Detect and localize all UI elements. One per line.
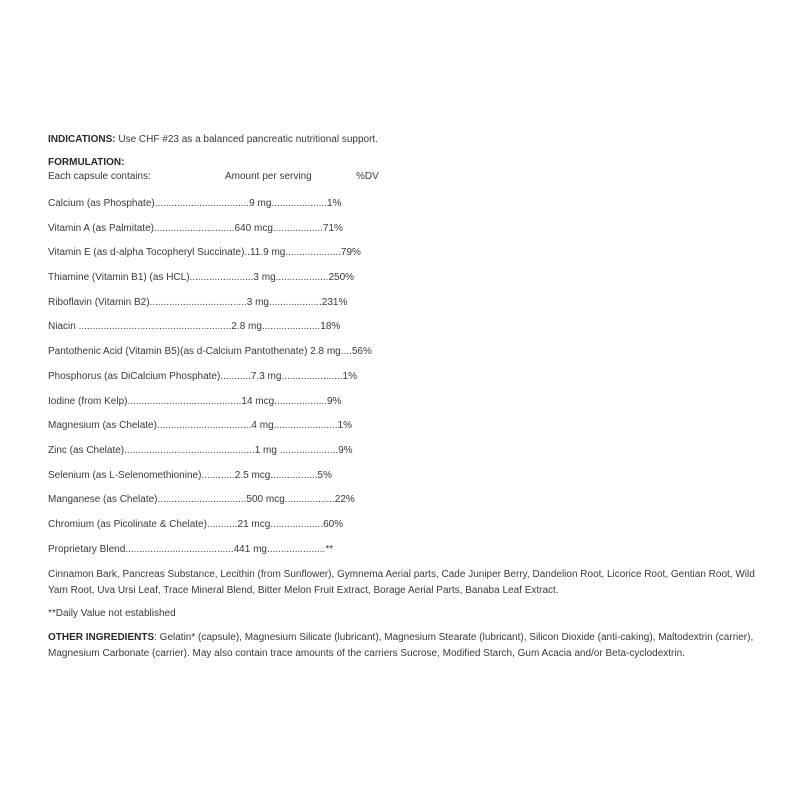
- nutrient-zinc: Zinc (as Chelate)...............................................1 mg .....................9%: [48, 444, 353, 456]
- header-dv: %DV: [356, 171, 379, 182]
- formulation-header: [48, 170, 758, 184]
- other-ingredients-label: OTHER INGREDIENTS: [48, 632, 155, 644]
- nutrient-niacin: Niacin .......................................................2.8 mg.....................18%: [48, 321, 341, 333]
- nutrient-list: [48, 197, 758, 557]
- header-amount-per-serving: Amount per serving: [225, 171, 312, 182]
- blend-description: Cinnamon Bark, Pancreas Substance, Lecithin (from Sunflower), Gymnema Aerial parts, Cade Juniper Berry, Dandelion Root, Licorice Root, Gentian Root, Wild Yam Root, Uva Ursi Leaf, Trace Mineral Blend, Bitter Melon Fruit Extract, Borage Aerial Parts, Banaba Leaf Extract.: [48, 569, 755, 596]
- header-each-capsule: Each capsule contains:: [48, 171, 151, 182]
- nutrient-magnesium: Magnesium (as Chelate)..................................4 mg.......................1%: [48, 420, 352, 432]
- nutrient-manganese: Manganese (as Chelate)................................500 mcg..................22%: [48, 494, 355, 506]
- nutrient-selenium: Selenium (as L-Selenomethionine)............2.5 mcg.................5%: [48, 469, 333, 481]
- nutrient-phosphorus: Phosphorus (as DiCalcium Phosphate)...........7.3 mg......................1%: [48, 370, 358, 382]
- indications-text: Use CHF #23 as a balanced pancreatic nutritional support.: [115, 134, 378, 145]
- nutrient-riboflavin: Riboflavin (Vitamin B2)...................................3 mg...................231%: [48, 296, 348, 308]
- other-ingredients-text: : Gelatin* (capsule), Magnesium Silicate (lubricant), Magnesium Stearate (lubricant), Silicon Dioxide (anti-caking), Maltodextrin (carrier), Magnesium Carbonate (carrier). May also contain trace amounts of the carriers Sucrose, Modified Starch, Gum Acacia and/or Beta-cyclodextrin.: [48, 632, 754, 659]
- indications-line: [48, 133, 758, 147]
- nutrient-thiamine: Thiamine (Vitamin B1) (as HCL).......................3 mg...................250%: [48, 272, 355, 284]
- daily-value-note: **Daily Value not established: [48, 608, 176, 620]
- nutrient-vitamin-e: Vitamin E (as d-alpha Tocopheryl Succinate)..11.9 mg....................79%: [48, 247, 361, 259]
- nutrient-calcium: Calcium (as Phosphate)..................................9 mg....................1%: [48, 198, 342, 209]
- nutrient-vitamin-a: Vitamin A (as Palmitate).............................640 mcg..................71%: [48, 222, 343, 234]
- nutrient-chromium: Chromium (as Picolinate & Chelate)...........21 mcg...................60%: [48, 518, 344, 530]
- other-ingredients: [48, 630, 758, 661]
- nutrient-iodine: Iodine (from Kelp).........................................14 mcg...................9%: [48, 395, 342, 407]
- formulation-title: FORMULATION:: [48, 157, 125, 168]
- supplement-facts-document: [48, 133, 758, 661]
- nutrient-pantothenic-acid: Pantothenic Acid (Vitamin B5)(as d-Calcium Pantothenate) 2.8 mg....56%: [48, 346, 372, 358]
- nutrient-proprietary-blend: Proprietary Blend.......................................441 mg.....................**: [48, 543, 334, 555]
- indications-label: INDICATIONS:: [48, 134, 116, 145]
